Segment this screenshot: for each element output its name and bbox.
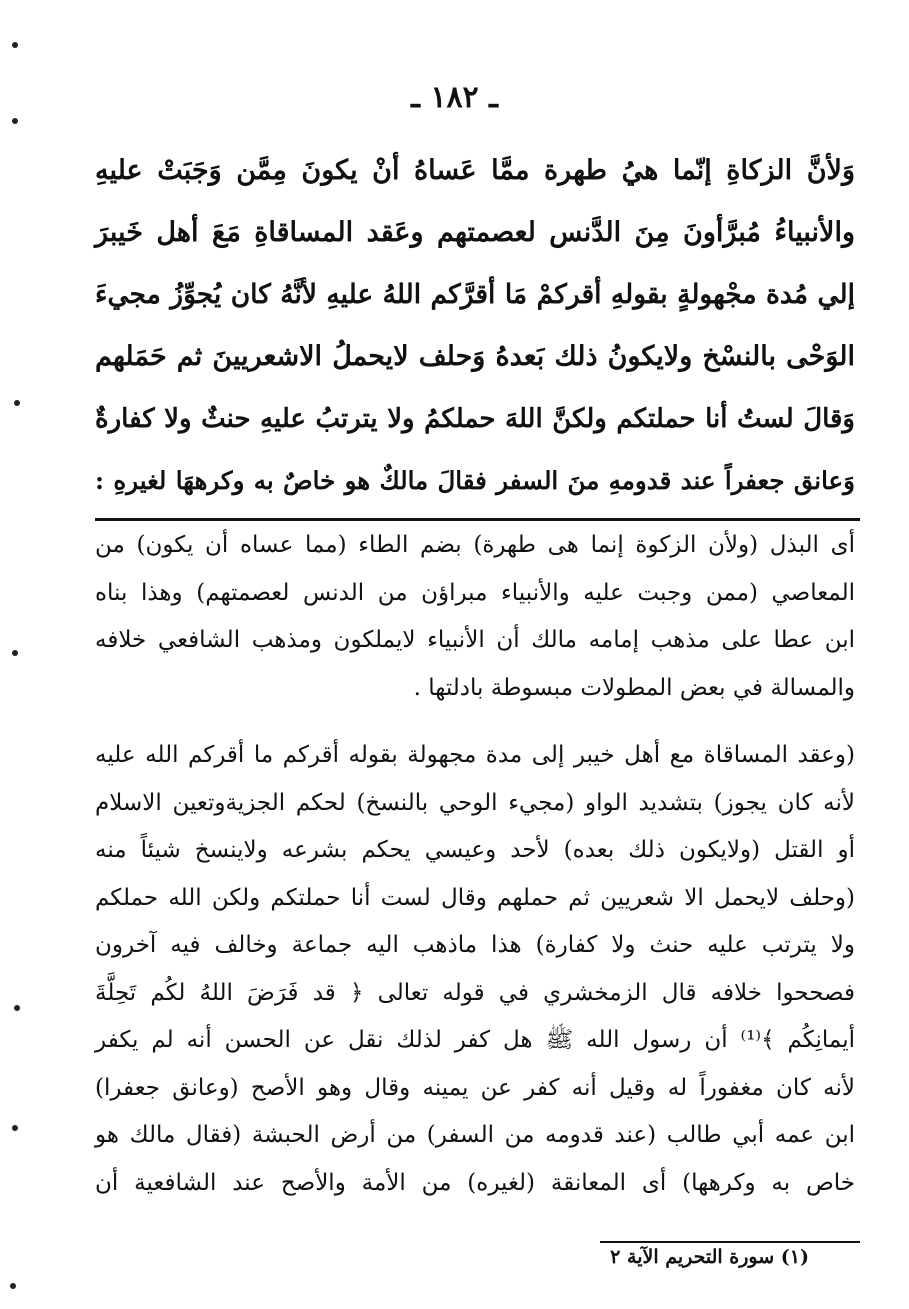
main-text-line: والأنبياءُ مُبرَّأونَ مِنَ الدَّنس لعصمتهم وعَقد المساقاةِ مَعَ أهل خَيبرَ	[95, 217, 855, 248]
scan-speck	[14, 400, 20, 406]
commentary-line: أيمانِكُم ﴾⁽¹⁾ أن رسول الله ﷺ هل كفر لذلك نقل عن الحسن أنه لم يكفر	[95, 1027, 855, 1053]
commentary-paragraph	[95, 522, 855, 712]
scan-speck	[12, 650, 18, 656]
commentary-line: فصححوا خلافه قال الزمخشري في قوله تعالى ﴿ قد فَرَضَ اللهُ لكُم تَحِلَّةَ	[95, 979, 855, 1006]
scan-speck	[12, 42, 18, 48]
main-text-line: وَقالَ لستُ أنا حملتكم ولكنَّ اللهَ حملكمُ ولا يترتبُ عليهِ حنثٌ ولا كفارةٌ	[95, 404, 855, 434]
commentary-line: أو القتل (ولايكون ذلك بعده) لأحد وعيسي يحكم بشرعه ولاينسخ شيئاً منه	[95, 837, 855, 863]
main-text-line: الوَحْى بالنسْخ ولايكونُ ذلك بَعدهُ وَحلف لايحملُ الاشعريينَ ثم حَمَلهم	[95, 341, 855, 372]
commentary-line: لأنه كان يجوز) بتشديد الواو (مجيء الوحي بالنسخ) لحكم الجزيةوتعين الاسلام	[95, 789, 855, 816]
main-text-line: وَعانق جعفراً عند قدومهِ منَ السفر فقالَ مالكٌ هو خاصٌ به وكرههَا لغيرهِ :	[95, 466, 855, 495]
page-number: ـ ١٨٢ ـ	[411, 80, 498, 115]
commentary-line: لأنه كان مغفوراً له وقيل أنه كفر عن يمينه وقال وهو الأصح (وعانق جعفرا)	[95, 1074, 855, 1101]
commentary-line: والمسالة في بعض المطولات مبسوطة بادلتها .	[413, 674, 855, 701]
commentary-line: ابن عمه أبي طالب (عند قدومه من السفر) من أرض الحبشة (فقال مالك هو	[95, 1122, 855, 1148]
main-text-line: إلي مُدة مجْهولةٍ بقولهِ أقركمْ مَا أقرَّكم اللهُ عليهِ لأنَّهُ كان يُجوِّزُ مجيءَ	[95, 279, 855, 310]
scan-speck	[12, 1125, 18, 1131]
scan-speck	[14, 1005, 20, 1011]
commentary-line: (وعقد المساقاة مع أهل خيبر إلى مدة مجهولة بقوله أقركم ما أقركم الله عليه	[95, 742, 855, 768]
commentary-line: أى البذل (ولأن الزكوة إنما هى طهرة) بضم الطاء (مما عساه أن يكون) من	[95, 532, 855, 558]
commentary-line: ولا يترتب عليه حنث ولا كفارة) هذا ماذهب اليه جماعة وخالف فيه آخرون	[95, 932, 855, 958]
scan-speck	[12, 118, 18, 124]
section-divider	[95, 518, 860, 521]
main-text-block	[95, 140, 855, 512]
commentary-line: خاص به وكرهها) أى المعانقة (لغيره) من الأمة والأصح عند الشافعية أن	[95, 1169, 855, 1196]
footnote: (١) سورة التحريم الآية ٢	[610, 1246, 809, 1268]
commentary-line: (وحلف لايحمل الا شعريين ثم حملهم وقال لست أنا حملتكم ولكن الله حملكم	[95, 884, 855, 911]
commentary-line: ابن عطا على مذهب إمامه مالك أن الأنبياء لايملكون ومذهب الشافعي خلافه	[95, 627, 855, 653]
commentary-block	[95, 522, 855, 1207]
commentary-line: المعاصي (ممن وجبت عليه والأنبياء مبراؤن من الدنس لعصمتهم) وهذا بناه	[95, 579, 855, 606]
commentary-paragraph	[95, 732, 855, 1207]
scan-speck	[10, 1283, 16, 1289]
main-text-line: وَلأنَّ الزكاةِ إنّما هيُ طهرة ممَّا عَساهُ أنْ يكونَ مِمَّن وَجَبَتْ عليهِ	[95, 155, 855, 186]
footnote-rule	[600, 1241, 860, 1243]
